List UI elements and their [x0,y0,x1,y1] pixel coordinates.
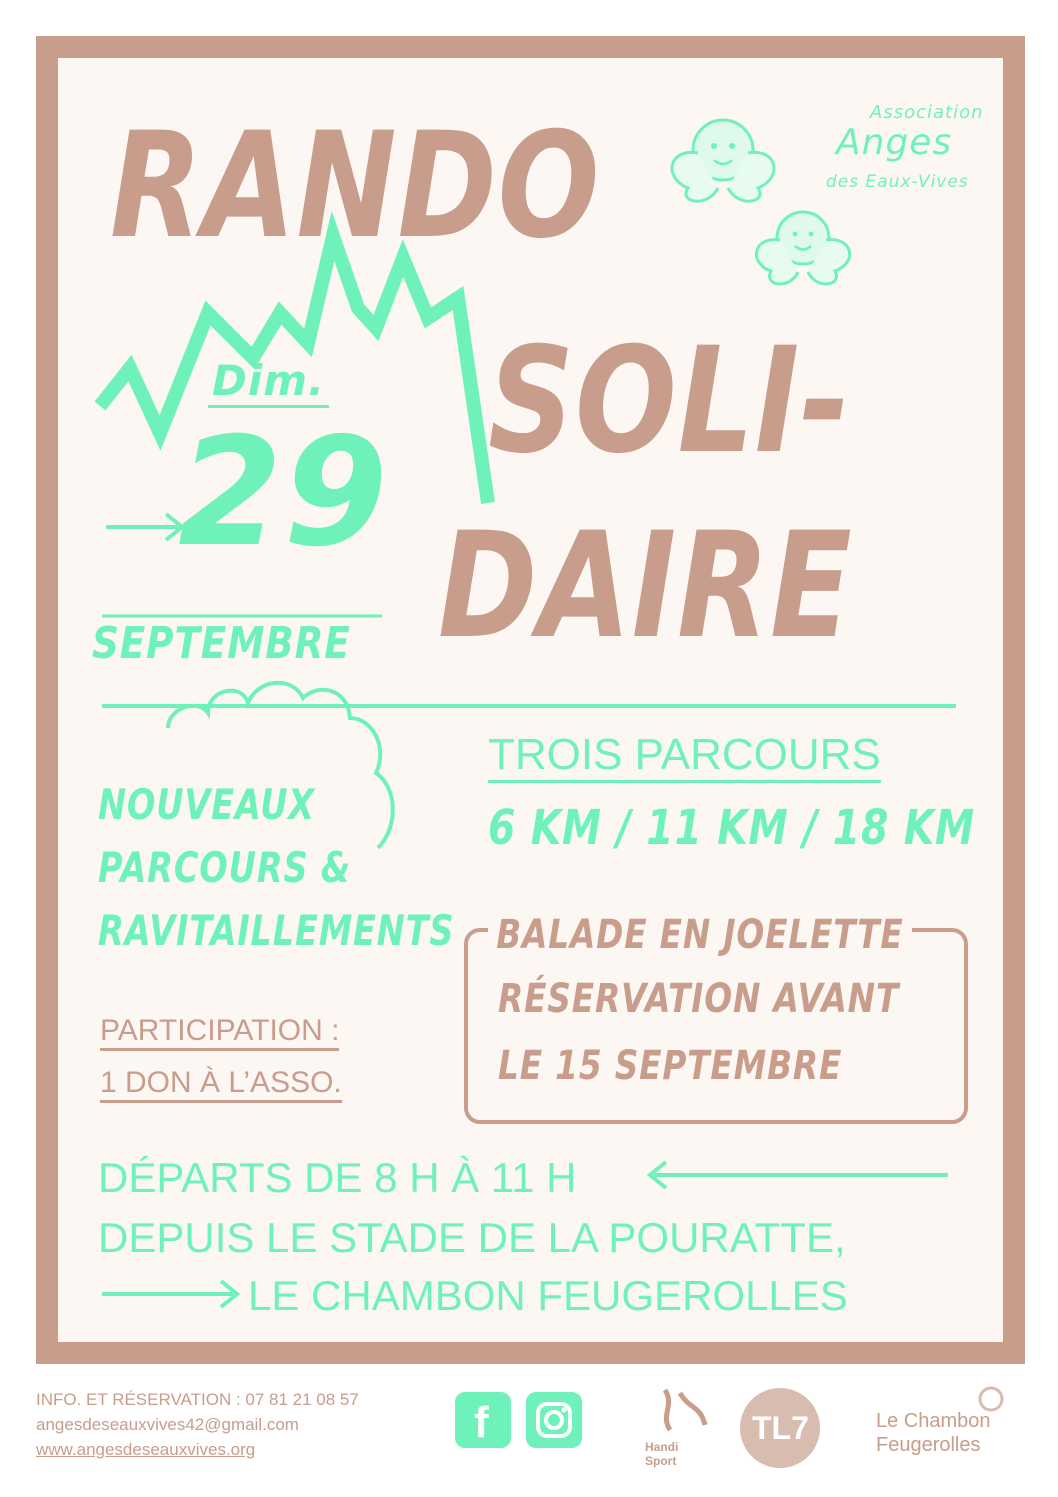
arrow-right-bottom-icon [102,1281,237,1307]
joelette-line1: BALADE EN JOELETTE [488,912,912,958]
handisport-name-line2: Sport [645,1454,677,1468]
tl7-logo [740,1388,820,1468]
title-soli: SOLI- [488,316,851,486]
day-number: 29 [178,406,389,580]
association-name: Anges [836,122,953,163]
departures-location: DEPUIS LE STADE DE LA POURATTE, [98,1214,846,1261]
handisport-mark-icon [645,1385,720,1435]
title-rando: RANDO [110,101,601,271]
footer-info: INFO. ET RÉSERVATION : 07 81 21 08 57 [36,1390,359,1409]
facebook-icon[interactable] [455,1392,511,1448]
routes-distances: 6 KM / 11 KM / 18 KM [488,800,976,856]
chambon-name-line1: Le Chambon [876,1410,991,1432]
departures-town: LE CHAMBON FEUGEROLLES [248,1272,848,1319]
new-routes-line1: NOUVEAUX [98,780,316,829]
footer-email[interactable]: angesdeseauxvives42@gmail.com [36,1415,299,1434]
instagram-icon[interactable] [526,1392,582,1448]
day-abbreviation: Dim. [208,356,329,408]
association-subname: des Eaux-Vives [826,172,969,192]
participation-value: 1 DON À L’ASSO. [100,1066,342,1103]
footer-website[interactable]: www.angesdeseauxvives.org [36,1440,256,1459]
departures-time: DÉPARTS DE 8 H À 11 H [98,1154,577,1201]
arrow-left-icon [650,1162,948,1188]
angel-logo-icon [672,120,850,284]
instagram-glyph [526,1392,582,1448]
new-routes-line3: RAVITAILLEMENTS [98,906,455,955]
joelette-line3: LE 15 SEPTEMBRE [498,1043,843,1089]
arrow-right-icon [106,514,182,540]
facebook-glyph: f [474,1398,489,1447]
poster-body [58,58,1003,1342]
handisport-name-line1: Handi [645,1440,679,1454]
participation-label: PARTICIPATION : [100,1014,339,1051]
tl7-text: TL7 [752,1410,809,1446]
new-routes-line2: PARCOURS & [98,843,351,892]
routes-heading: TROIS PARCOURS [488,730,881,783]
chambon-name-line2: Feugerolles [876,1434,981,1456]
joelette-line2: RÉSERVATION AVANT [498,976,900,1022]
chambon-logo [876,1392,1006,1472]
title-daire: DAIRE [438,501,853,671]
month-label: SEPTEMBRE [92,618,351,669]
handisport-logo [645,1385,720,1475]
poster-frame [36,36,1025,1364]
association-label: Association [870,102,984,123]
